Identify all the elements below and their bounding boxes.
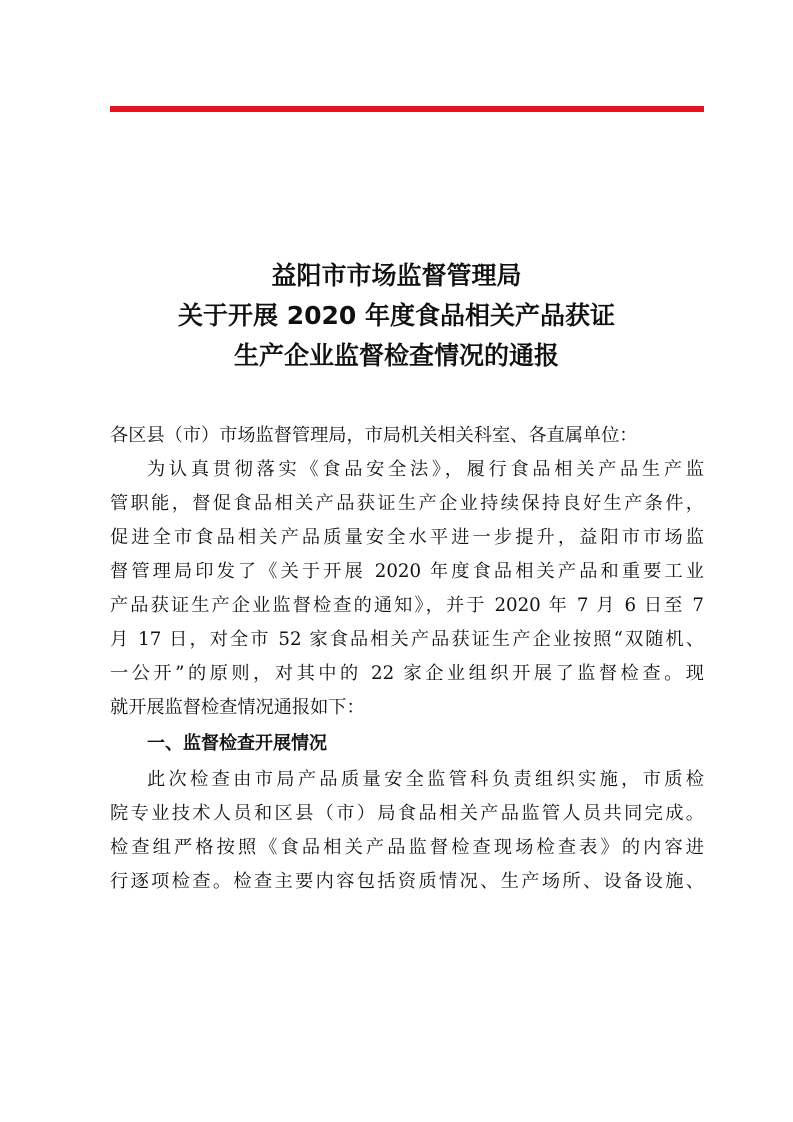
paragraph-1-line: 为认真贯彻落实《食品安全法》，履行食品相关产品生产监 (147, 459, 704, 480)
title-line-3: 生产企业监督检查情况的通报 (233, 341, 559, 370)
document-title (0, 256, 793, 376)
paragraph-1-line: 促进全市食品相关产品质量安全水平进一步提升，益阳市市场监 (110, 527, 704, 548)
paragraph-1-line: 产品获证生产企业监督检查的通知》，并于 2020 年 7 月 6 日至 7 (110, 595, 704, 616)
paragraph-1-line: 月 17 日，对全市 52 家食品相关产品获证生产企业按照“双随机、 (110, 629, 704, 650)
paragraph-1-line: 就开展监督检查情况通报如下： (110, 697, 365, 718)
paragraph-2-line: 检查组严格按照《食品相关产品监督检查现场检查表》的内容进 (110, 837, 704, 858)
header-red-rule (110, 106, 704, 112)
paragraph-2-line: 行逐项检查。检查主要内容包括资质情况、生产场所、设备设施、 (110, 871, 704, 892)
paragraph-1-line: 一公开”的原则，对其中的 22 家企业组织开展了监督检查。现 (110, 663, 704, 684)
paragraph-1-line: 管职能，督促食品相关产品获证生产企业持续保持良好生产条件， (110, 493, 704, 514)
paragraph-2-line: 此次检查由市局产品质量安全监管科负责组织实施，市质检 (147, 769, 704, 790)
section-1-heading: 一、监督检查开展情况 (147, 733, 327, 754)
title-line-2: 关于开展 2020 年度食品相关产品获证 (178, 301, 615, 330)
document-body (110, 419, 704, 899)
paragraph-2 (110, 763, 704, 899)
paragraph-1-line: 督管理局印发了《关于开展 2020 年度食品相关产品和重要工业 (110, 561, 704, 582)
salutation: 各区县（市）市场监督管理局，市局机关相关科室、各直属单位： (110, 425, 638, 446)
paragraph-1 (110, 453, 704, 725)
title-line-1: 益阳市市场监督管理局 (271, 261, 522, 290)
paragraph-2-line: 院专业技术人员和区县（市）局食品相关产品监管人员共同完成。 (110, 803, 704, 824)
